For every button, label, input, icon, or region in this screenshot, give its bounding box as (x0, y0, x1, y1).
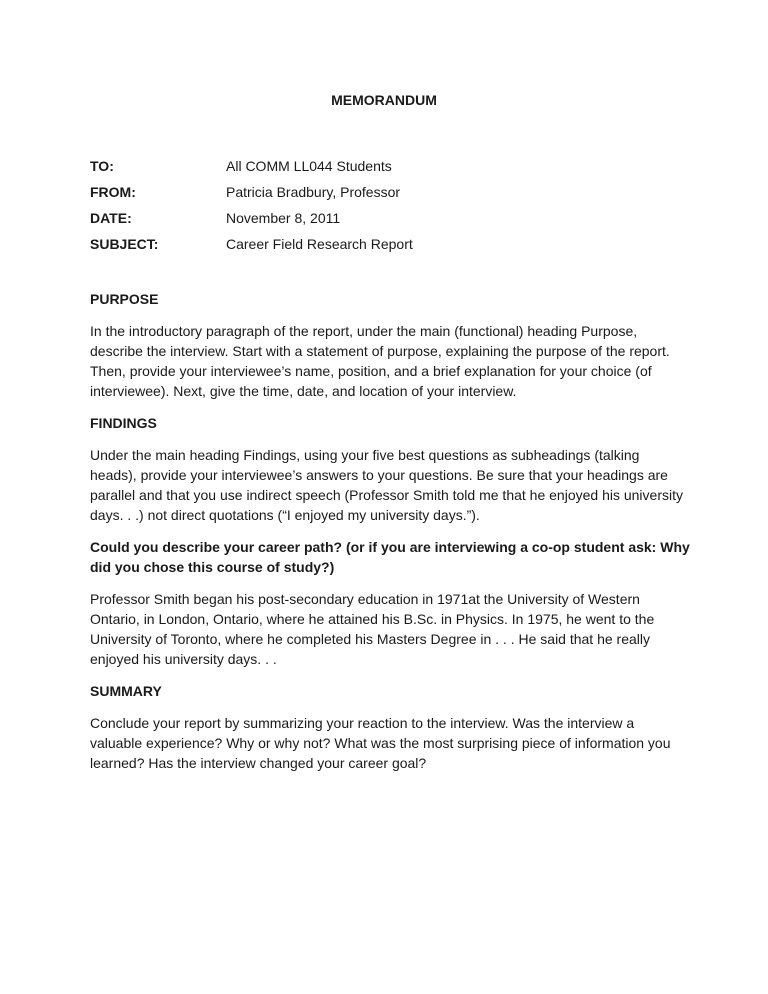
memo-header (90, 153, 690, 257)
header-value-from: Patricia Bradbury, Professor (226, 184, 401, 200)
findings-question-subheading: Could you describe your career path? (or if you are interviewing a co-op student ask: Why did you chose this course of study?) (90, 539, 690, 575)
header-row-to (90, 153, 690, 179)
summary-paragraph: Conclude your report by summarizing your reaction to the interview. Was the interview a valuable experience? Why or why not? What was the most surprising piece of information you learned? Has the interview changed your career goal? (90, 715, 671, 771)
header-row-date (90, 205, 690, 231)
header-row-from (90, 179, 690, 205)
header-row-subject (90, 231, 690, 257)
header-value-subject: Career Field Research Report (226, 236, 413, 252)
memo-page (90, 0, 690, 994)
summary-heading: SUMMARY (90, 683, 162, 699)
header-label-from: FROM: (90, 184, 136, 200)
header-value-date: November 8, 2011 (226, 210, 341, 226)
findings-answer-paragraph: Professor Smith began his post-secondary education in 1971at the University of Western Ontario, in London, Ontario, where he attained his B.Sc. in Physics. In 1975, he went to the University of Toronto, where he completed his Masters Degree in . . . He said that he really enjoyed his university days. . . (90, 591, 655, 667)
findings-heading: FINDINGS (90, 415, 157, 431)
header-label-to: TO: (90, 158, 114, 174)
header-label-subject: SUBJECT: (90, 236, 159, 252)
purpose-heading: PURPOSE (90, 291, 159, 307)
header-value-to: All COMM LL044 Students (226, 158, 392, 174)
header-label-date: DATE: (90, 210, 132, 226)
memo-title: MEMORANDUM (331, 92, 437, 108)
findings-paragraph: Under the main heading Findings, using your five best questions as subheadings (talking heads), provide your interviewee’s answers to your questions. Be sure that your headings are parallel and that you use indirect speech (Professor Smith told me that he enjoyed his university days. . .) not direct quotations (“I enjoyed my university days.”). (90, 447, 683, 523)
purpose-paragraph: In the introductory paragraph of the report, under the main (functional) heading Purpose, describe the interview. Start with a statement of purpose, explaining the purpose of the report. Then, provide your interviewee’s name, position, and a brief explanation for your choice (of interviewee). Next, give the time, date, and location of your interview. (90, 323, 670, 399)
memo-body (90, 289, 690, 785)
